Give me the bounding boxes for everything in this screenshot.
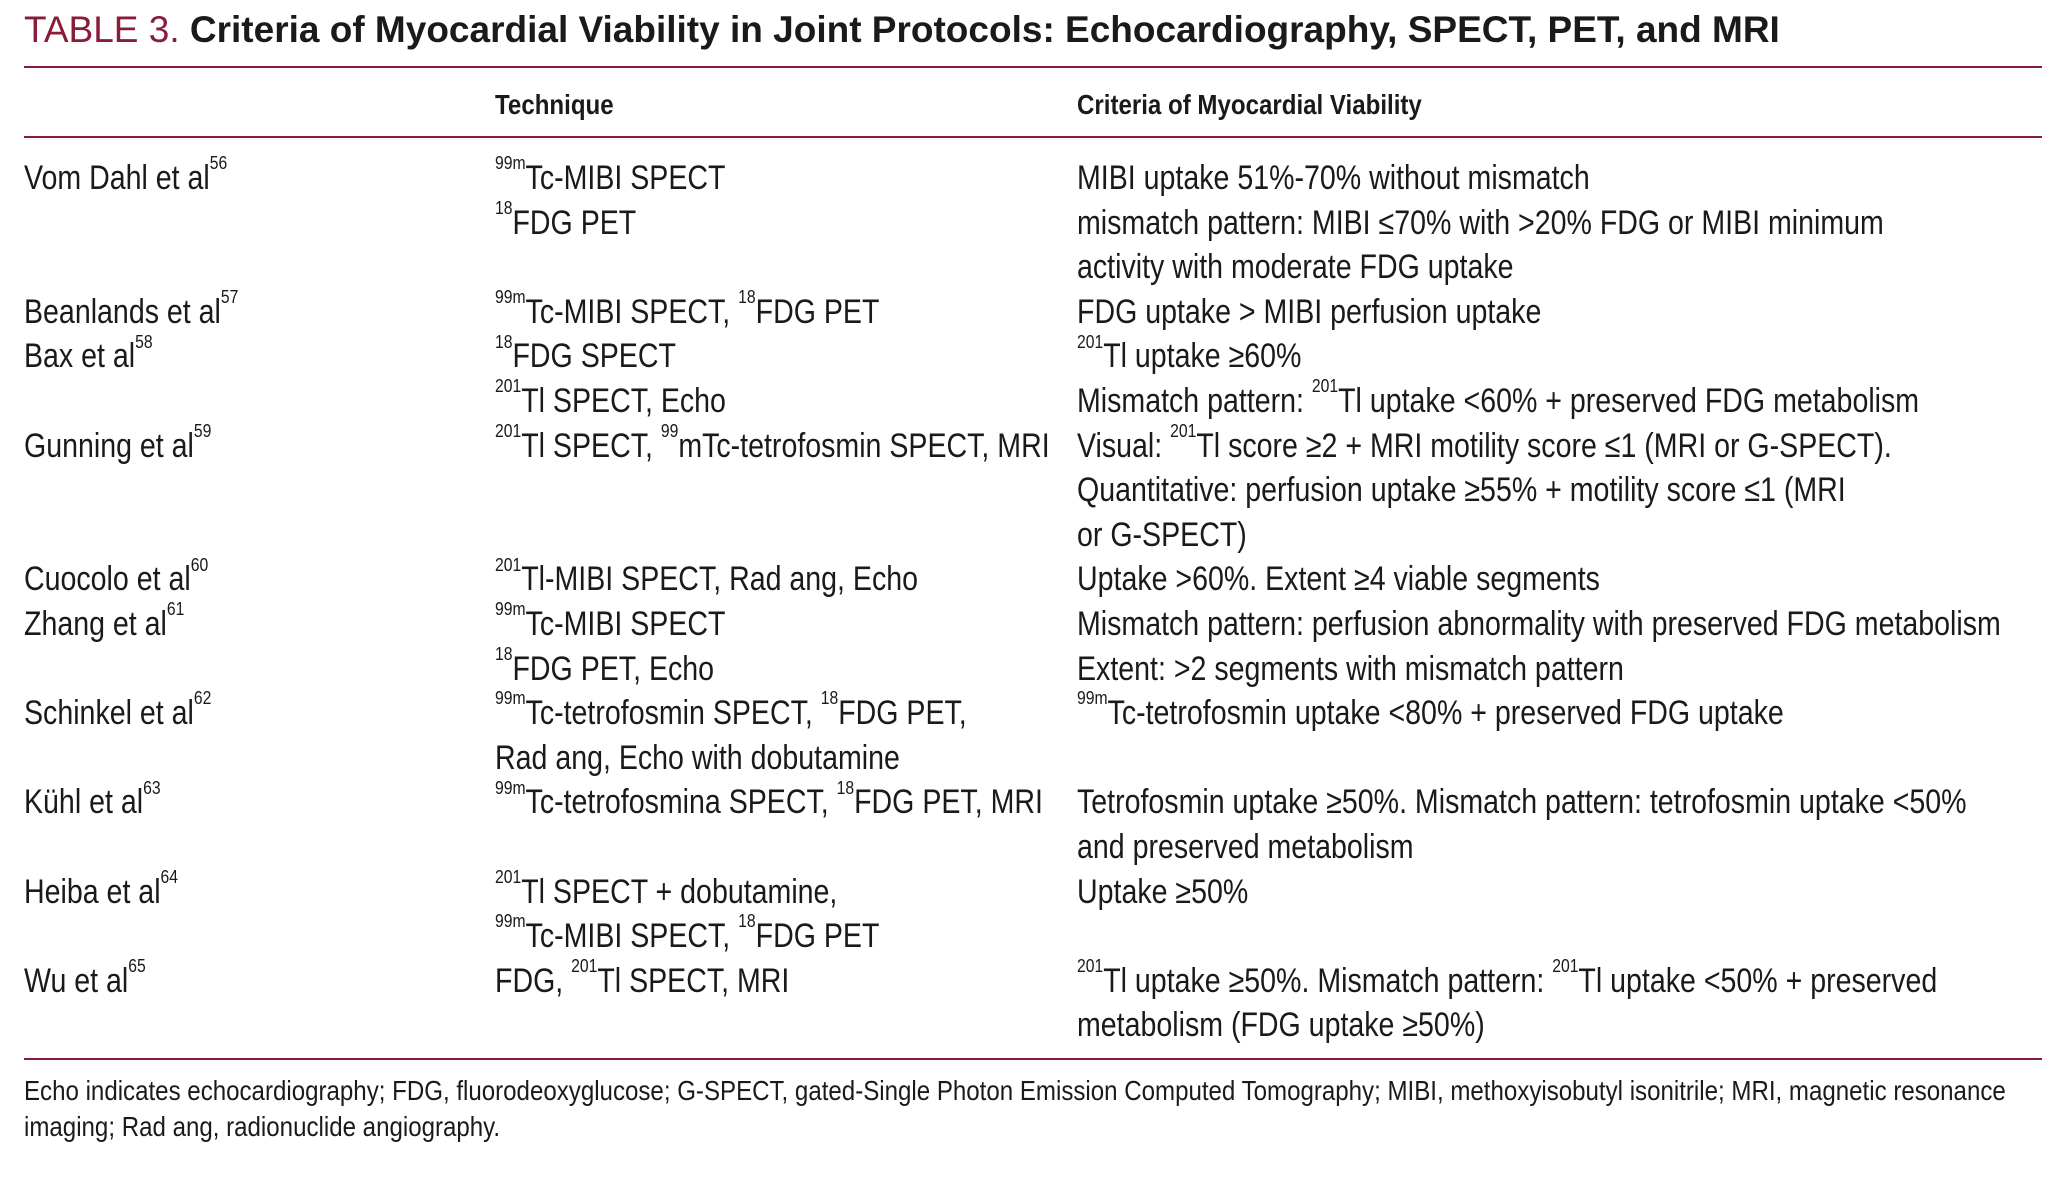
isotope-superscript: 99m [495,910,526,932]
author-name: Gunning et al [24,426,194,465]
row-technique [495,598,726,691]
row-author [24,553,209,602]
isotope-superscript: 99m [495,776,526,798]
row-technique [495,152,726,245]
technique-line [495,419,1050,469]
cell-text: Tc-MIBI SPECT, [525,917,739,956]
author-name: Vom Dahl et al [24,159,210,197]
row-author [24,152,228,201]
isotope-superscript: 201 [1170,419,1197,441]
criteria-line [1077,468,1892,513]
row-author [24,285,239,335]
cell-text: Tl SPECT + dobutamine, [521,872,838,911]
author-name: Schinkel et al [24,694,194,733]
cell-text: FDG PET, [838,694,967,733]
technique-line [495,598,726,647]
cell-text: FDG SPECT [512,337,676,376]
technique-line [495,736,967,781]
criteria-line [1077,557,1600,602]
header-technique: Technique [495,89,614,120]
isotope-superscript: 99m [495,285,526,307]
cell-text: Tc-MIBI SPECT, [525,292,739,331]
row-author [24,330,153,379]
isotope-superscript: 201 [571,954,598,976]
criteria-line [1077,687,1784,736]
criteria-line [1077,780,1967,825]
isotope-superscript: 99m [495,598,526,620]
technique-line [495,553,919,602]
criteria-line [1077,954,1938,1004]
table-footnote: Echo indicates echocardiography; FDG, fluorodeoxyglucose; G-SPECT, gated-Single Photon Emission Computed Tomography; MIBI, methoxyisobutyl isonitrile; MRI, magnetic resonance imaging; Rad ang, radionuclide angiography. [24,1075,2006,1142]
row-criteria [1077,780,1967,869]
cell-text: Mismatch pattern: perfusion abnormality with preserved FDG metabolism [1077,605,2001,643]
row-criteria [1077,687,1784,736]
cell-text: FDG uptake > MIBI perfusion uptake [1077,292,1542,331]
row-criteria [1077,290,1541,335]
table-label: TABLE 3. [24,9,180,50]
row-technique [495,553,919,602]
row-author [24,598,185,647]
cell-text: Tl score ≥2 + MRI motility score ≤1 (MRI or G-SPECT). [1196,426,1892,465]
criteria-line [1077,245,1884,290]
author-reference: 65 [128,954,146,976]
cell-text: Tl uptake <50% + preserved [1578,961,1938,1000]
cell-text: FDG PET [755,917,880,956]
cell-text: Tc-tetrofosmin SPECT, [525,694,821,733]
header-criteria: Criteria of Myocardial Viability [1077,89,1422,120]
row-author [24,776,161,825]
cell-text: Mismatch pattern: [1077,381,1312,420]
row-author [24,419,212,469]
criteria-line [1077,1003,1937,1048]
isotope-superscript: 18 [820,687,839,709]
technique-line [495,152,726,201]
cell-text: Extent: >2 segments with mismatch pattern [1077,649,1624,688]
row-criteria [1077,330,1920,423]
row-technique [495,954,790,1004]
row-technique [495,776,1043,825]
isotope-superscript: 18 [495,330,513,352]
row-criteria [1077,419,1892,558]
cell-text: FDG, [495,961,572,1000]
row-criteria [1077,156,1884,290]
technique-line [495,954,790,1004]
author-reference: 61 [166,598,185,620]
cell-text: Tl SPECT, Echo [521,381,726,420]
cell-text: Tc-tetrofosmina SPECT, [525,783,837,822]
isotope-superscript: 201 [495,419,522,441]
cell-text: Tl uptake ≥50%. Mismatch pattern: [1103,961,1553,1000]
isotope-superscript: 99m [495,687,526,709]
criteria-line [1077,602,2001,647]
author-reference: 63 [143,776,161,798]
author-reference: 64 [160,865,179,887]
row-author [24,687,212,736]
row-technique [495,419,1050,469]
row-technique [495,330,726,423]
isotope-superscript: 201 [1552,954,1579,976]
cell-text: Tl SPECT, MRI [597,961,790,1000]
isotope-superscript: 201 [495,865,522,887]
author-reference: 57 [220,285,239,307]
cell-text: Quantitative: perfusion uptake ≥55% + motility score ≤1 (MRI [1077,471,1846,510]
technique-line [495,285,880,335]
author-reference: 56 [209,152,228,174]
cell-text: activity with moderate FDG uptake [1077,248,1514,287]
criteria-line [1077,647,2001,692]
author-name: Cuocolo et al [24,560,191,599]
cell-text: Tetrofosmin uptake ≥50%. Mismatch pattern: tetrofosmin uptake <50% [1077,783,1967,822]
technique-line [495,642,725,692]
isotope-superscript: 18 [495,196,513,218]
table-title [24,6,1780,54]
criteria-line [1077,825,1967,870]
isotope-superscript: 201 [495,553,522,575]
row-author [24,865,179,915]
row-technique [495,285,880,335]
author-reference: 62 [193,687,212,709]
isotope-superscript: 18 [738,285,756,307]
row-criteria [1077,602,2001,691]
cell-text: FDG PET, MRI [854,783,1043,822]
bottom-rule [24,1058,2042,1060]
technique-line [495,776,1043,825]
isotope-superscript: 99m [1077,687,1108,709]
row-criteria [1077,557,1600,602]
cell-text: FDG PET [512,203,637,242]
row-technique [495,865,880,959]
isotope-superscript: 201 [1311,375,1339,397]
cell-text: Tc-MIBI SPECT [525,605,726,643]
cell-text: Uptake >60%. Extent ≥4 viable segments [1077,560,1600,599]
cell-text: MIBI uptake 51%-70% without mismatch [1077,159,1590,197]
criteria-line [1077,290,1541,335]
criteria-line [1077,201,1884,246]
technique-line [495,330,726,379]
author-name: Bax et al [24,337,136,376]
cell-text: Rad ang, Echo with dobutamine [495,738,900,777]
author-name: Wu et al [24,961,129,1000]
author-name: Kühl et al [24,783,144,822]
technique-line [495,910,880,959]
cell-text: mTc-tetrofosmin SPECT, MRI [678,426,1050,465]
isotope-superscript: 201 [1077,330,1104,352]
cell-text: Tc-tetrofosmin uptake <80% + preserved FDG uptake [1107,694,1784,733]
cell-text: FDG PET, Echo [512,649,715,688]
isotope-superscript: 99m [495,152,526,174]
isotope-superscript: 201 [1077,954,1104,976]
isotope-superscript: 18 [495,642,513,664]
header-rule [24,136,2042,138]
row-criteria [1077,870,1248,915]
cell-text: metabolism (FDG uptake ≥50%) [1077,1006,1485,1045]
author-reference: 59 [193,419,212,441]
author-reference: 58 [135,330,153,352]
cell-text: Tl uptake <60% + preserved FDG metabolism [1338,381,1920,420]
criteria-line [1077,330,1919,379]
row-technique [495,687,967,780]
row-author [24,954,146,1004]
author-reference: 60 [190,553,209,575]
author-name: Zhang et al [24,605,167,643]
criteria-line [1077,513,1892,558]
technique-line [495,375,726,424]
criteria-line [1077,870,1248,915]
cell-text: Tl uptake ≥60% [1103,337,1302,376]
author-name: Heiba et al [24,872,161,911]
table-caption: Criteria of Myocardial Viability in Joint Protocols: Echocardiography, SPECT, PET, and MRI [189,9,1780,50]
cell-text: mismatch pattern: MIBI ≤70% with >20% FDG or MIBI minimum [1077,203,1884,242]
cell-text: or G-SPECT) [1077,515,1247,554]
technique-line [495,687,967,736]
technique-line [495,196,725,246]
cell-text: and preserved metabolism [1077,827,1414,866]
cell-text: FDG PET [755,292,880,331]
top-rule [24,66,2042,68]
row-criteria [1077,954,1938,1048]
criteria-line [1077,419,1892,469]
isotope-superscript: 99 [660,419,679,441]
technique-line [495,865,879,915]
cell-text: Tc-MIBI SPECT [525,159,726,197]
criteria-line [1077,375,1920,424]
cell-text: Visual: [1077,426,1171,465]
author-name: Beanlands et al [24,292,221,331]
cell-text: Uptake ≥50% [1077,872,1249,911]
isotope-superscript: 18 [738,910,756,932]
isotope-superscript: 18 [836,776,855,798]
cell-text: Tl SPECT, [521,426,661,465]
isotope-superscript: 201 [495,375,522,397]
cell-text: Tl-MIBI SPECT, Rad ang, Echo [521,560,919,599]
criteria-line [1077,156,1884,201]
